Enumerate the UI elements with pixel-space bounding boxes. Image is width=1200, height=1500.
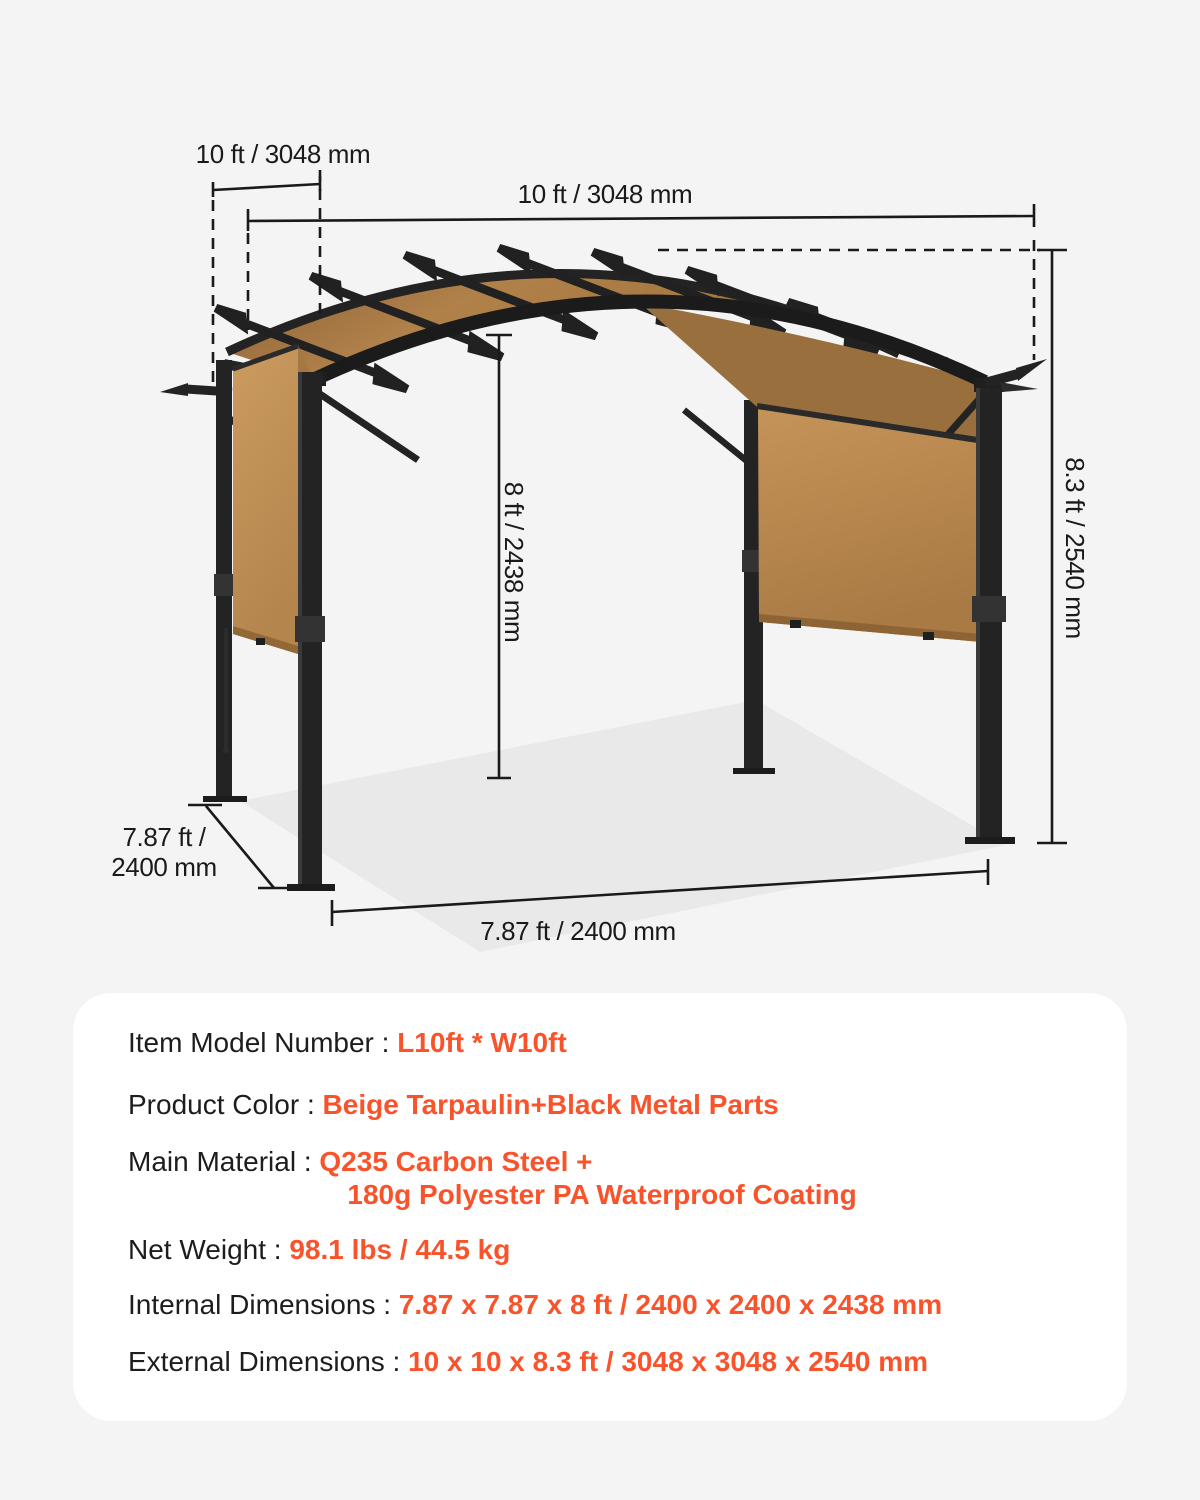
right-canopy-panel — [757, 404, 984, 642]
spec-value: Q235 Carbon Steel + — [319, 1146, 593, 1177]
spec-label: Product Color : — [128, 1089, 323, 1120]
spec-value: 10 x 10 x 8.3 ft / 3048 x 3048 x 2540 mm — [408, 1346, 929, 1377]
spec-label: Net Weight : — [128, 1234, 290, 1265]
dim-bottom-width-label: 7.87 ft / 2400 mm — [480, 916, 676, 946]
spec-label: External Dimensions : — [128, 1346, 409, 1377]
dim-top-left-label: 10 ft / 3048 mm — [195, 139, 371, 169]
spec-row-color — [128, 1088, 779, 1121]
dim-top-width-label: 10 ft / 3048 mm — [517, 179, 693, 209]
dim-external-height-label: 8.3 ft / 2540 mm — [1060, 457, 1090, 639]
floor-mat — [240, 700, 1006, 952]
dim-internal-height-label: 8 ft / 2438 mm — [499, 481, 529, 643]
dim-left-depth-label-line2: 2400 mm — [111, 852, 217, 882]
spec-row-model — [128, 1026, 567, 1059]
spec-label: Item Model Number : — [128, 1027, 398, 1058]
spec-label: Main Material : — [128, 1146, 320, 1177]
dim-left-depth — [111, 805, 292, 888]
spec-label: Internal Dimensions : — [128, 1289, 399, 1320]
spec-value: 7.87 x 7.87 x 8 ft / 2400 x 2400 x 2438 mm — [398, 1289, 943, 1320]
spec-value: L10ft * W10ft — [397, 1027, 567, 1058]
left-canopy-panel — [233, 346, 298, 654]
spec-value-line2: 180g Polyester PA Waterproof Coating — [347, 1179, 857, 1210]
spec-value: 98.1 lbs / 44.5 kg — [289, 1234, 511, 1265]
spec-row-internal-dims — [128, 1288, 942, 1321]
spec-row-material — [128, 1145, 857, 1211]
spec-row-weight — [128, 1233, 510, 1266]
dim-left-depth-label-line1: 7.87 ft / — [122, 822, 206, 852]
spec-row-external-dims — [128, 1345, 928, 1378]
spec-value: Beige Tarpaulin+Black Metal Parts — [322, 1089, 779, 1120]
dim-external-height — [1037, 250, 1090, 843]
dim-internal-height — [486, 335, 529, 778]
